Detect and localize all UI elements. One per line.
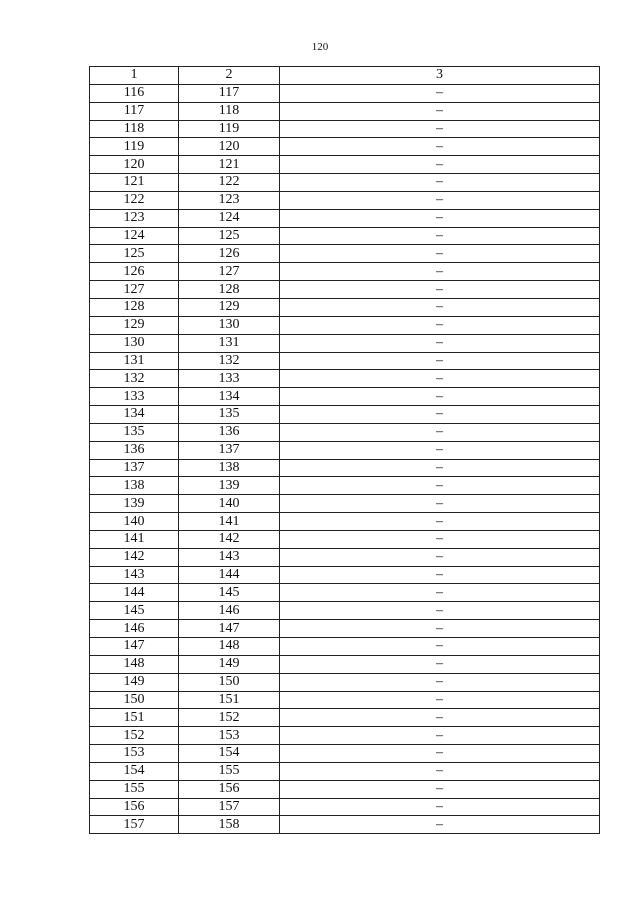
table-cell-col-2: 119: [179, 120, 280, 138]
table-cell-col-1: 134: [90, 406, 179, 424]
table-cell-col-1: 157: [90, 816, 179, 834]
table-cell-col-3: –: [280, 281, 600, 299]
table-cell-col-3: –: [280, 227, 600, 245]
table-cell-col-1: 142: [90, 548, 179, 566]
table-cell-col-3: –: [280, 584, 600, 602]
table-row: [90, 120, 600, 138]
table-cell-col-2: 156: [179, 780, 280, 798]
table-cell-col-3: –: [280, 709, 600, 727]
table-cell-col-3: –: [280, 120, 600, 138]
table-cell-col-1: 130: [90, 334, 179, 352]
table-cell-col-3: –: [280, 513, 600, 531]
table-cell-col-1: 121: [90, 174, 179, 192]
table-cell-col-2: 122: [179, 174, 280, 192]
table-row: [90, 780, 600, 798]
table-cell-col-2: 147: [179, 620, 280, 638]
table-cell-col-3: –: [280, 441, 600, 459]
table-row: [90, 191, 600, 209]
table-row: [90, 156, 600, 174]
table-row: [90, 513, 600, 531]
table-cell-col-3: –: [280, 209, 600, 227]
table-row: [90, 227, 600, 245]
table-row: [90, 638, 600, 656]
table-cell-col-2: 120: [179, 138, 280, 156]
table-row: [90, 370, 600, 388]
page-number: 120: [311, 41, 329, 53]
table-row: [90, 245, 600, 263]
table-row: [90, 495, 600, 513]
table-cell-col-2: 142: [179, 530, 280, 548]
table-cell-col-1: 147: [90, 638, 179, 656]
table-cell-col-3: –: [280, 780, 600, 798]
table-cell-col-2: 125: [179, 227, 280, 245]
column-header-3: 3: [280, 67, 600, 85]
table-cell-col-1: 145: [90, 602, 179, 620]
table-cell-col-1: 135: [90, 423, 179, 441]
table-cell-col-1: 143: [90, 566, 179, 584]
table-row: [90, 477, 600, 495]
table-cell-col-2: 158: [179, 816, 280, 834]
table-row: [90, 138, 600, 156]
table-cell-col-3: –: [280, 816, 600, 834]
table-cell-col-1: 140: [90, 513, 179, 531]
table-cell-col-1: 152: [90, 727, 179, 745]
table-row: [90, 798, 600, 816]
table-cell-col-3: –: [280, 566, 600, 584]
table-cell-col-3: –: [280, 602, 600, 620]
table-cell-col-2: 148: [179, 638, 280, 656]
table-row: [90, 406, 600, 424]
table-row: [90, 441, 600, 459]
table-cell-col-3: –: [280, 495, 600, 513]
table-cell-col-1: 128: [90, 298, 179, 316]
table-cell-col-1: 139: [90, 495, 179, 513]
table-cell-col-2: 139: [179, 477, 280, 495]
table-cell-col-1: 124: [90, 227, 179, 245]
table-cell-col-2: 123: [179, 191, 280, 209]
table-cell-col-3: –: [280, 798, 600, 816]
table-cell-col-2: 136: [179, 423, 280, 441]
column-header-1: 1: [90, 67, 179, 85]
table-cell-col-2: 153: [179, 727, 280, 745]
header-row: [90, 67, 600, 85]
table-cell-col-3: –: [280, 298, 600, 316]
table-cell-col-1: 125: [90, 245, 179, 263]
table-row: [90, 102, 600, 120]
table-cell-col-3: –: [280, 530, 600, 548]
table-cell-col-3: –: [280, 138, 600, 156]
table-row: [90, 174, 600, 192]
table-cell-col-2: 132: [179, 352, 280, 370]
table-cell-col-2: 157: [179, 798, 280, 816]
table-cell-col-2: 130: [179, 316, 280, 334]
table-row: [90, 298, 600, 316]
table-row: [90, 620, 600, 638]
table-cell-col-3: –: [280, 191, 600, 209]
table-row: [90, 548, 600, 566]
table-cell-col-2: 124: [179, 209, 280, 227]
table-cell-col-1: 117: [90, 102, 179, 120]
table-row: [90, 727, 600, 745]
table-cell-col-3: –: [280, 745, 600, 763]
table-cell-col-3: –: [280, 459, 600, 477]
table-row: [90, 209, 600, 227]
table-cell-col-2: 149: [179, 655, 280, 673]
table-cell-col-3: –: [280, 316, 600, 334]
table-row: [90, 691, 600, 709]
table-row: [90, 745, 600, 763]
table-row: [90, 423, 600, 441]
table-cell-col-1: 137: [90, 459, 179, 477]
table-cell-col-3: –: [280, 655, 600, 673]
table-cell-col-2: 133: [179, 370, 280, 388]
table-cell-col-1: 150: [90, 691, 179, 709]
table-cell-col-2: 117: [179, 84, 280, 102]
table-row: [90, 673, 600, 691]
table-cell-col-1: 144: [90, 584, 179, 602]
table-cell-col-1: 138: [90, 477, 179, 495]
table-row: [90, 655, 600, 673]
table-cell-col-1: 149: [90, 673, 179, 691]
table-row: [90, 762, 600, 780]
table-row: [90, 602, 600, 620]
table-row: [90, 816, 600, 834]
table-cell-col-3: –: [280, 388, 600, 406]
table-cell-col-1: 127: [90, 281, 179, 299]
table-cell-col-1: 126: [90, 263, 179, 281]
table-cell-col-3: –: [280, 691, 600, 709]
table-cell-col-2: 144: [179, 566, 280, 584]
table-row: [90, 352, 600, 370]
table-cell-col-3: –: [280, 638, 600, 656]
column-header-2: 2: [179, 67, 280, 85]
table-cell-col-3: –: [280, 548, 600, 566]
table-cell-col-1: 151: [90, 709, 179, 727]
table-row: [90, 709, 600, 727]
table-cell-col-3: –: [280, 423, 600, 441]
table-cell-col-2: 155: [179, 762, 280, 780]
table-cell-col-2: 150: [179, 673, 280, 691]
table-cell-col-1: 146: [90, 620, 179, 638]
table-row: [90, 584, 600, 602]
table-cell-col-3: –: [280, 334, 600, 352]
table-cell-col-2: 128: [179, 281, 280, 299]
table-cell-col-3: –: [280, 370, 600, 388]
table-cell-col-3: –: [280, 245, 600, 263]
table-cell-col-1: 129: [90, 316, 179, 334]
table-cell-col-3: –: [280, 727, 600, 745]
table-cell-col-3: –: [280, 406, 600, 424]
table-cell-col-1: 141: [90, 530, 179, 548]
table-cell-col-3: –: [280, 762, 600, 780]
table-cell-col-2: 131: [179, 334, 280, 352]
table-cell-col-2: 143: [179, 548, 280, 566]
table-cell-col-1: 120: [90, 156, 179, 174]
table-cell-col-3: –: [280, 84, 600, 102]
table-row: [90, 388, 600, 406]
table-cell-col-2: 140: [179, 495, 280, 513]
table-row: [90, 263, 600, 281]
table-cell-col-1: 119: [90, 138, 179, 156]
table-cell-col-3: –: [280, 477, 600, 495]
table-cell-col-2: 154: [179, 745, 280, 763]
table-row: [90, 281, 600, 299]
table-cell-col-1: 116: [90, 84, 179, 102]
table-cell-col-2: 141: [179, 513, 280, 531]
table-cell-col-3: –: [280, 352, 600, 370]
table-cell-col-2: 138: [179, 459, 280, 477]
table-cell-col-1: 122: [90, 191, 179, 209]
data-table: [89, 66, 600, 834]
table-row: [90, 530, 600, 548]
table-cell-col-1: 118: [90, 120, 179, 138]
table-cell-col-2: 118: [179, 102, 280, 120]
table-row: [90, 459, 600, 477]
table-row: [90, 316, 600, 334]
table-cell-col-2: 129: [179, 298, 280, 316]
table-cell-col-2: 152: [179, 709, 280, 727]
table-cell-col-1: 123: [90, 209, 179, 227]
table-cell-col-1: 132: [90, 370, 179, 388]
table-cell-col-2: 146: [179, 602, 280, 620]
table-cell-col-2: 151: [179, 691, 280, 709]
table-cell-col-1: 153: [90, 745, 179, 763]
table-row: [90, 84, 600, 102]
table-cell-col-2: 127: [179, 263, 280, 281]
table-cell-col-3: –: [280, 156, 600, 174]
table-cell-col-3: –: [280, 174, 600, 192]
table-cell-col-2: 137: [179, 441, 280, 459]
table-cell-col-3: –: [280, 263, 600, 281]
table-cell-col-2: 134: [179, 388, 280, 406]
table-cell-col-3: –: [280, 673, 600, 691]
table-cell-col-2: 121: [179, 156, 280, 174]
table-cell-col-2: 145: [179, 584, 280, 602]
table-cell-col-1: 154: [90, 762, 179, 780]
table-cell-col-1: 133: [90, 388, 179, 406]
table-cell-col-1: 136: [90, 441, 179, 459]
table-cell-col-3: –: [280, 620, 600, 638]
table-cell-col-3: –: [280, 102, 600, 120]
table-row: [90, 566, 600, 584]
table-row: [90, 334, 600, 352]
table-cell-col-1: 131: [90, 352, 179, 370]
table-cell-col-1: 156: [90, 798, 179, 816]
table-cell-col-1: 155: [90, 780, 179, 798]
table-cell-col-1: 148: [90, 655, 179, 673]
table-cell-col-2: 135: [179, 406, 280, 424]
table-cell-col-2: 126: [179, 245, 280, 263]
